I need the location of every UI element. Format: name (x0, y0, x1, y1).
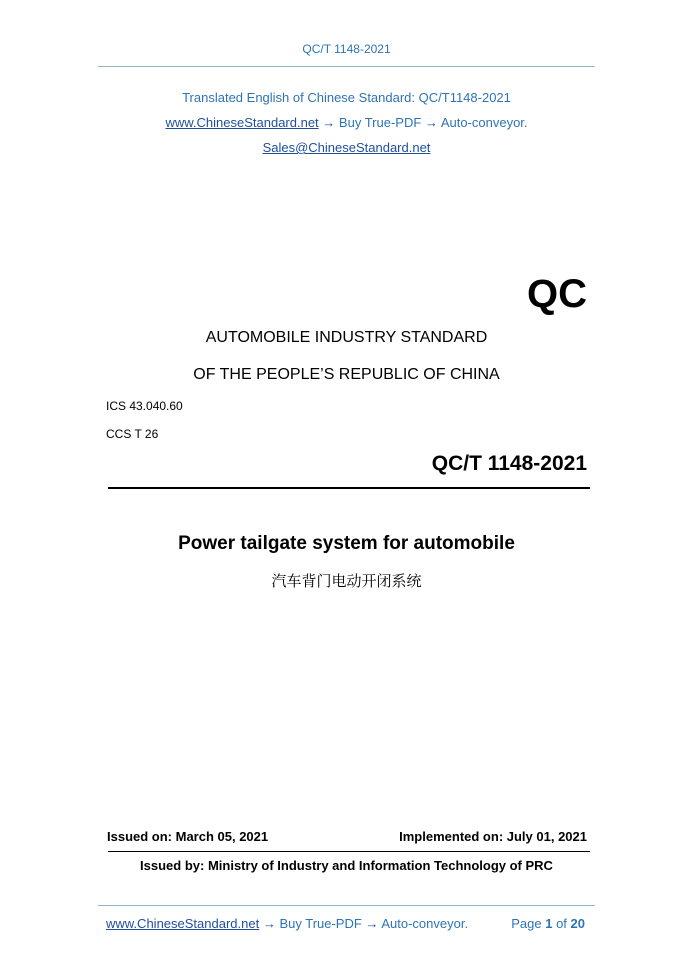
standard-number: QC/T 1148-2021 (431, 452, 587, 475)
document-title-chinese: 汽车背门电动开闭系统 (271, 572, 422, 590)
footer-auto-conveyor-text: Auto-conveyor. (381, 916, 469, 931)
document-title-english: Power tailgate system for automobile (178, 533, 515, 554)
issue-divider (108, 851, 590, 852)
standard-title-line-2: OF THE PEOPLE’S REPUBLIC OF CHINA (193, 366, 500, 383)
ics-code: ICS 43.040.60 (106, 399, 183, 413)
page-label: Page (511, 916, 542, 931)
arrow-right-icon: → (365, 916, 379, 931)
qc-logo: QC (527, 272, 587, 316)
auto-conveyor-text: Auto-conveyor. (440, 115, 528, 130)
implemented-on-date: Implemented on: July 01, 2021 (399, 829, 587, 844)
footer-buy-true-pdf-text: Buy True-PDF (279, 916, 362, 931)
arrow-right-icon: → (424, 115, 438, 130)
promo-email-line (0, 140, 693, 155)
issued-on-date: Issued on: March 05, 2021 (107, 829, 269, 844)
page-of-label: of (556, 916, 567, 931)
footer-divider (98, 905, 595, 906)
header-divider (98, 66, 595, 67)
promo-buy-line (0, 115, 693, 130)
arrow-right-icon: → (322, 115, 336, 130)
arrow-right-icon: → (262, 916, 276, 931)
ccs-code: CCS T 26 (106, 427, 159, 441)
standard-number-divider (108, 487, 590, 489)
standard-title-line-1: AUTOMOBILE INDUSTRY STANDARD (205, 329, 488, 346)
translation-notice: Translated English of Chinese Standard: QC/T1148-2021 (182, 90, 511, 105)
issued-by: Issued by: Ministry of Industry and Information Technology of PRC (140, 858, 553, 873)
header-standard-code: QC/T 1148-2021 (302, 42, 391, 56)
footer-promo-line (106, 916, 468, 931)
footer-chinesestandard-link[interactable]: www.ChineseStandard.net (106, 916, 260, 931)
sales-email-link[interactable]: Sales@ChineseStandard.net (262, 140, 431, 155)
page-total: 20 (570, 916, 585, 931)
buy-true-pdf-text: Buy True-PDF (338, 115, 422, 130)
page-current: 1 (545, 916, 553, 931)
page-indicator (511, 916, 585, 931)
chinesestandard-link[interactable]: www.ChineseStandard.net (165, 115, 319, 130)
